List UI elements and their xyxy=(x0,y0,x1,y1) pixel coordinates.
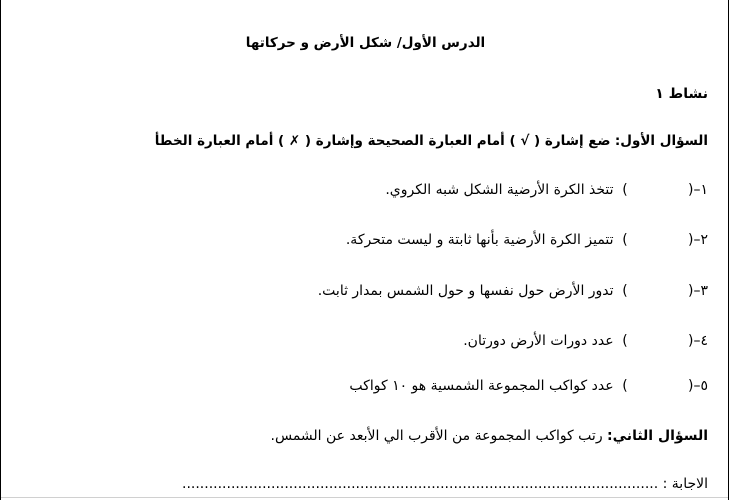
statement-item-1 xyxy=(385,180,708,200)
item-number: ٤–( xyxy=(688,333,708,349)
lesson-title: الدرس الأول/ شكل الأرض و حركاتها xyxy=(245,35,486,51)
question-two-text: رتب كواكب المجموعة من الأقرب الي الأبعد عن الشمس. xyxy=(270,428,603,444)
answer-dots[interactable]: ........................................................................................................... xyxy=(182,476,659,492)
item-text: عدد دورات الأرض دورتان. xyxy=(463,333,614,349)
page-bottom-divider xyxy=(1,497,728,498)
item-close-paren: ) xyxy=(622,182,628,198)
item-text: عدد كواكب المجموعة الشمسية هو ١٠ كواكب xyxy=(349,378,614,394)
statement-item-3 xyxy=(318,281,708,301)
item-close-paren: ) xyxy=(622,283,628,299)
question-one-instruction: ضع إشارة ( √ ) أمام العبارة الصحيحة وإشارة ( ✗ ) أمام العبارة الخطأ xyxy=(154,133,611,149)
statement-item-5 xyxy=(349,376,708,396)
activity-label: نشاط ١ xyxy=(655,86,708,102)
item-text: تتخذ الكرة الأرضية الشكل شبه الكروي. xyxy=(385,182,614,198)
item-text: تتميز الكرة الأرضية بأنها ثابتة و ليست متحركة. xyxy=(345,232,614,248)
answer-label: الاجابة : xyxy=(662,476,708,492)
answer-line[interactable] xyxy=(182,474,708,494)
statement-item-2 xyxy=(346,230,708,250)
item-number: ١–( xyxy=(688,182,708,198)
item-text: تدور الأرض حول نفسها و حول الشمس بمدار ثابت. xyxy=(317,283,614,299)
item-close-paren: ) xyxy=(622,333,628,349)
question-two-label: السؤال الثاني: xyxy=(607,428,708,444)
question-one xyxy=(155,131,708,151)
statement-item-4 xyxy=(463,331,708,351)
item-close-paren: ) xyxy=(622,378,628,394)
item-close-paren: ) xyxy=(622,232,628,248)
question-one-label: السؤال الأول: xyxy=(614,133,708,149)
item-number: ٣–( xyxy=(688,283,708,299)
question-two xyxy=(271,426,708,446)
item-number: ٥–( xyxy=(688,378,708,394)
item-number: ٢–( xyxy=(688,232,708,248)
